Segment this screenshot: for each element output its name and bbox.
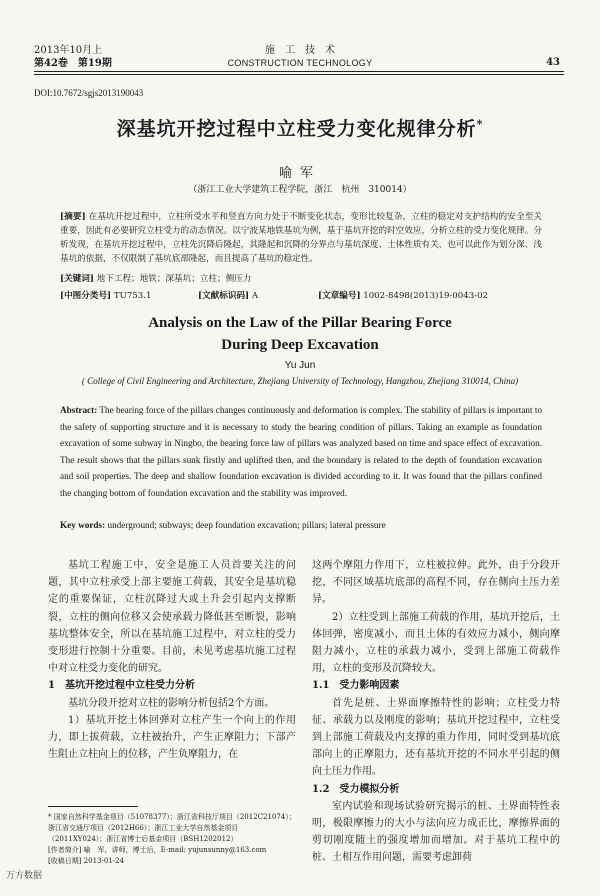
author-zh: 喻军 <box>278 166 321 181</box>
article-number <box>318 289 488 301</box>
keywords-zh-label: [关键词] <box>60 274 94 284</box>
header-rule-thick <box>34 71 564 72</box>
footnote-received-date: [收稿日期] 2013-01-24 <box>48 857 125 865</box>
footnotes <box>48 812 296 867</box>
footnote-author-bio: [作者简介] 喻 军，讲师，博士后，E-mail: yujunsunny@163.com <box>48 846 267 854</box>
doc-code-value: A <box>251 291 259 301</box>
affiliation-zh: （浙江工业大学建筑工程学院，浙江 杭州 310014） <box>188 185 412 195</box>
issue-date: 2013年10月上 <box>34 45 103 56</box>
body-paragraph: 这两个摩阻力作用下，立柱被拉伸。此外，由于分段开挖，不同区域基坑底部的高程不同，存在侧向土压力差异。 <box>312 560 560 606</box>
article-number-label: [文章编号] <box>318 291 361 301</box>
abstract-zh-label: [摘要] <box>60 212 86 222</box>
running-header-center <box>0 44 600 70</box>
footnote-rule <box>48 806 138 807</box>
title-zh <box>0 114 600 141</box>
watermark: 万方数据 <box>6 871 43 881</box>
clc-label: [中图分类号] <box>60 291 112 301</box>
volume-issue: 第42卷 第19期 <box>34 58 112 69</box>
clc-number <box>60 289 151 301</box>
section-heading-1-1: 1.1 受力影响因素 <box>312 680 400 692</box>
title-footnote-mark: * <box>476 117 484 131</box>
body-paragraph: 基坑分段开挖对立柱的影响分析包括2个方面。 <box>68 697 275 709</box>
keywords-zh <box>60 272 542 286</box>
affiliation-en: ( College of Civil Engineering and Architecture, Zhejiang University of Technology, Hangzhou, Zhejiang 310014, China) <box>81 376 519 386</box>
footnote-fund: * 国家自然科学基金项目（51078377）；浙江省科技厅项目（2012C21074）；浙江省交通厅项目（2012H66）；浙江工业大学自然基金项目（2011XY024）；浙江省博士后基金项目（BSH1202012） <box>48 813 296 843</box>
page-number: 43 <box>546 57 560 68</box>
abstract-zh <box>60 210 542 266</box>
body-column-left <box>48 557 296 763</box>
section-heading-1: 1 基坑开挖过程中立柱受力分析 <box>48 680 195 692</box>
title-en-line2: During Deep Excavation <box>221 337 379 353</box>
keywords-en-label: Key words: <box>60 520 106 530</box>
body-paragraph: 2）立柱受到上部施工荷载的作用，基坑开挖后，土体回弹，密度减小，而且土体的有效应力减小，侧向摩阻力减小，立柱的承载力减小，受到上部施工荷载作用，立柱的变形及沉降较大。 <box>312 611 560 675</box>
journal-name-zh: 施 工 技 术 <box>265 45 335 56</box>
body-paragraph: 室内试验和现场试验研究揭示的桩、土界面特性表明，极限摩擦力的大小与法向应力成正比，摩擦界面的剪切刚度随土的强度增加而增加。对于基坑工程中的桩、土相互作用问题，需要考虑卸荷 <box>312 800 560 864</box>
body-paragraph: 首先是桩、土界面摩擦特性的影响；立柱受力特征、承载力以及刚度的影响；基坑开挖过程中，立柱受到上部施工荷载及内支撑的重力作用，同时受到基坑底部向上的正摩阻力，还有基坑开挖的不同水平引起的侧向土压力作用。 <box>312 697 560 778</box>
doc-code-label: [文献标识码] <box>198 291 250 301</box>
title-zh-text: 深基坑开挖过程中立柱受力变化规律分析 <box>116 118 477 140</box>
doi: DOI:10.7672/sgjs2013190043 <box>34 88 144 98</box>
body-paragraph: 基坑工程施工中，安全是施工人员首要关注的问题，其中立柱承受上部主要施工荷载，其安全是基坑稳定的重要保证，立柱沉降过大或上升会引起内支撑断裂，立柱的侧向位移又会使承载力降低甚至断裂，影响基坑整体安全，所以在基坑施工过程中，对立柱的受力变形进行控制十分重要。目前，未见考虑基坑施工过程中对立柱受力变化的研究。 <box>48 560 296 675</box>
keywords-zh-text: 地下工程；地铁；深基坑；立柱；侧压力 <box>96 274 252 284</box>
abstract-en-label: Abstract: <box>60 405 98 415</box>
body-paragraph: 1）基坑开挖土体回弹对立柱产生一个向上的作用力，即上拔荷载，立柱被抬升，产生正摩阻力；下部产生阻止立柱向上的位移，产生负摩阻力，在 <box>48 714 296 761</box>
abstract-en-text: The bearing force of the pillars changes continuously and deformation is complex. The stability of pillars is important to the safety of supporting structure and it is necessary to study the bearing condition of pillars. Taking an example as foundation excavation of some subway in Ningbo, the bearing force law of pillars was analyzed based on time and space effect of excavation. The result shows that the pillars sunk firstly and uplifted then, and the boundary is related to the depth of foundation excavation and soil properties. The deep and shallow foundation excavation is divided according to it. It was found that the pillars confined the changing bottom of foundation excavation and the stability was improved. <box>60 405 542 498</box>
keywords-en <box>60 520 542 530</box>
keywords-en-text: underground; subways; deep foundation excavation; pillars; lateral pressure <box>107 520 386 530</box>
author-en: Yu Jun <box>284 360 316 371</box>
title-en-line1: Analysis on the Law of the Pillar Bearing Force <box>148 315 452 331</box>
journal-name-en: CONSTRUCTION TECHNOLOGY <box>227 58 373 68</box>
clc-value: TU753.1 <box>113 291 152 301</box>
doc-code <box>198 289 258 301</box>
abstract-zh-text: 在基坑开挖过程中，立柱所受水平和竖直方向力处于不断变化状态，变形比较复杂，立柱的稳定对支护结构的安全至关重要，因此有必要研究立柱受力的动态情况。以宁波某地铁基坑为例，基于基坑开挖的时空效应，分析立柱的受力变化规律。分析发现，在基坑开挖过程中，立柱先沉降后隆起，其隆起和沉降的分界点与基坑深度、土体性质有关，也可以此作为划分深、浅基坑的依据，不仅限制了基坑底部隆起，而且提高了基坑的稳定性。 <box>60 212 543 264</box>
section-heading-1-2: 1.2 受力模拟分析 <box>312 783 400 795</box>
abstract-en <box>60 402 542 501</box>
header-rule-thin <box>34 74 564 75</box>
title-en <box>0 312 600 356</box>
body-column-right <box>312 557 560 867</box>
article-number-value: 1002-8498(2013)19-0043-02 <box>363 291 489 301</box>
